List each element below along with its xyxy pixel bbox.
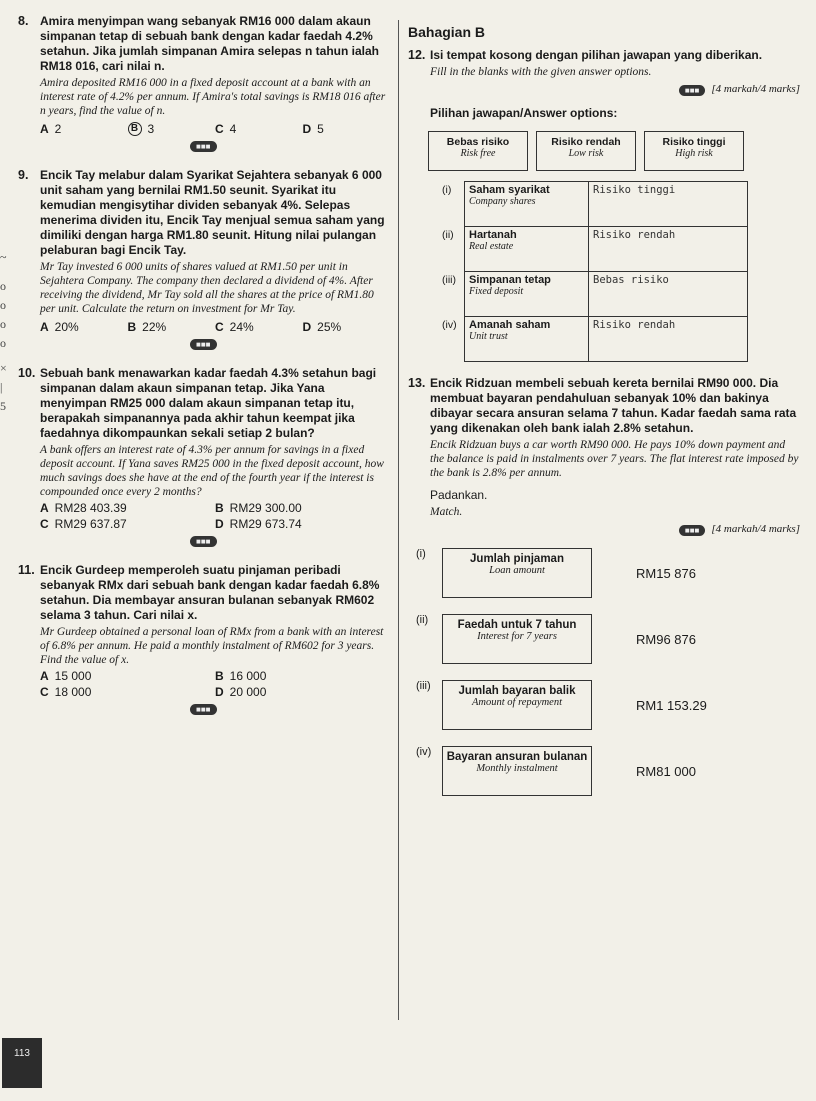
- section-title: Bahagian B: [408, 24, 486, 40]
- table-row: [438, 317, 748, 362]
- match-value[interactable]: RM81 000: [636, 763, 696, 779]
- option-label: D: [302, 122, 312, 136]
- item-ms: Jumlah pinjaman: [470, 553, 564, 565]
- list-item: [416, 746, 800, 796]
- margin-note: ×: [0, 361, 7, 375]
- question-text-ms: Encik Ridzuan membeli sebuah kereta bernilai RM90 000. Dia membuat bayaran pendahuluan sebanyak 10% dan bakinya dibayar secara ansuran selama 7 tahun. Kadar faedah sama rata yang dikenakan oleh bank ialah 2.8% setahun.: [430, 376, 797, 435]
- marks-line: [430, 81, 800, 96]
- risk-table: [438, 181, 748, 362]
- option-en: Risk free: [460, 148, 496, 159]
- option-label: A: [40, 501, 49, 515]
- level-badge: ■■■: [190, 141, 217, 152]
- item-en: Interest for 7 years: [477, 631, 557, 642]
- item-en: Fixed deposit: [469, 286, 524, 297]
- row-item: [465, 227, 589, 272]
- margin-note: o: [0, 317, 6, 331]
- column-divider: [398, 20, 399, 1020]
- option-label: B: [215, 501, 224, 515]
- answer-option-high-risk[interactable]: [644, 131, 744, 171]
- row-number: (i): [442, 183, 452, 196]
- answer-field[interactable]: Risiko tinggi: [589, 182, 748, 227]
- question-number: 13.: [408, 376, 426, 390]
- question-number: 10.: [18, 366, 36, 380]
- question-10: [18, 366, 390, 549]
- option-label: D: [215, 685, 224, 699]
- item-en: Real estate: [469, 241, 514, 252]
- marks: [4 markah/4 marks]: [711, 522, 800, 535]
- answer-option-risk-free[interactable]: [428, 131, 528, 171]
- row-item: [465, 272, 589, 317]
- match-item-box[interactable]: [442, 680, 592, 730]
- level-badge: ■■■: [679, 525, 706, 536]
- margin-note: o: [0, 298, 6, 312]
- question-text-en: Amira deposited RM16 000 in a fixed deposit account at a bank with an interest rate of 4.2% per annum. If Amira's total savings is RM18 016 after n years, find the value of n.: [40, 77, 386, 117]
- match-item-box[interactable]: [442, 548, 592, 598]
- question-12: [408, 48, 800, 362]
- row-item: [465, 317, 589, 362]
- option-a[interactable]: [40, 669, 215, 683]
- question-number: 8.: [18, 14, 29, 28]
- margin-note: ~: [0, 250, 7, 264]
- row-number: (iv): [442, 318, 457, 331]
- marks: [4 markah/4 marks]: [711, 82, 800, 95]
- row-item: [465, 182, 589, 227]
- option-text: 22%: [142, 320, 167, 334]
- match-value[interactable]: RM15 876: [636, 565, 696, 581]
- list-item: [416, 680, 800, 730]
- row-number: (iv): [416, 746, 432, 758]
- row-number: (ii): [416, 614, 429, 626]
- option-a[interactable]: [40, 320, 128, 334]
- question-number: 11.: [18, 563, 35, 577]
- option-text: 2: [54, 122, 62, 136]
- question-8: [18, 14, 390, 154]
- option-ms: Risiko tinggi: [662, 136, 726, 148]
- level-badge: ■■■: [190, 339, 217, 350]
- answer-options: [40, 320, 390, 334]
- item-ms: Saham syarikat: [469, 184, 550, 196]
- match-value[interactable]: RM96 876: [636, 631, 696, 647]
- answer-options: [40, 669, 390, 699]
- answer-options: [40, 501, 390, 531]
- option-b[interactable]: [215, 501, 390, 515]
- question-text-en: Fill in the blanks with the given answer options.: [430, 66, 652, 78]
- row-number: (iii): [442, 273, 456, 286]
- question-text-ms: Isi tempat kosong dengan pilihan jawapan yang diberikan.: [430, 48, 763, 62]
- item-en: Amount of repayment: [471, 697, 562, 708]
- item-en: Company shares: [469, 196, 536, 207]
- option-a[interactable]: [40, 501, 215, 515]
- option-text: 20 000: [229, 685, 267, 699]
- option-d[interactable]: [303, 320, 391, 334]
- option-label: D: [302, 320, 312, 334]
- option-text: RM29 673.74: [229, 517, 302, 531]
- option-b[interactable]: [128, 122, 216, 136]
- option-d[interactable]: [303, 122, 391, 136]
- answer-options-boxes: [428, 131, 800, 171]
- list-item: [416, 614, 800, 664]
- option-text: 20%: [54, 320, 79, 334]
- item-ms: Bayaran ansuran bulanan: [446, 751, 588, 763]
- option-a[interactable]: [40, 122, 128, 136]
- option-en: Low risk: [568, 148, 604, 159]
- question-text-ms: Encik Gurdeep memperoleh suatu pinjaman peribadi sebanyak RMx dari sebuah bank dengan kadar faedah 6.8% setahun. Dia membayar ansuran bulanan sebanyak RM602 selama 3 tahun. Cari nilai x.: [40, 563, 380, 622]
- option-label: C: [215, 122, 224, 136]
- margin-note: 5: [0, 399, 6, 413]
- option-label: B: [215, 669, 224, 683]
- margin-note: o: [0, 279, 6, 293]
- question-13: [408, 376, 800, 796]
- matching-rows: [416, 548, 800, 796]
- level-badge: ■■■: [679, 85, 706, 96]
- option-text: 5: [317, 122, 324, 136]
- item-en: Unit trust: [469, 331, 508, 342]
- answer-field[interactable]: Risiko rendah: [589, 317, 748, 362]
- question-text-ms: Sebuah bank menawarkan kadar faedah 4.3% setahun bagi simpanan dalam akaun simpanan tetap. Jika Yana menyimpan RM25 000 dalam akaun simpanan tetap itu, berapakah simpanannya pada akhir tahun keempat jika faedahnya dikompaunkan sekali setiap 2 bulan?: [40, 366, 377, 440]
- option-label: B: [128, 122, 142, 136]
- item-en: Monthly instalment: [476, 763, 558, 774]
- options-heading: Pilihan jawapan/Answer options:: [430, 106, 618, 120]
- option-c[interactable]: [215, 122, 303, 136]
- item-ms: Hartanah: [469, 229, 517, 241]
- level-badge: ■■■: [190, 704, 217, 715]
- question-text-en: Mr Gurdeep obtained a personal loan of RMx from a bank with an interest of 6.8% per annum. He paid a monthly instalment of RM602 for 3 years. Find the value of x.: [40, 626, 384, 666]
- option-c[interactable]: [40, 685, 215, 699]
- option-label: A: [40, 669, 49, 683]
- question-text-ms: Encik Tay melabur dalam Syarikat Sejahtera sebanyak 6 000 unit saham yang bernilai RM1.50 seunit. Syarikat itu kemudian mengisytihar dividen sebanyak 4%. Selepas menerima dividen itu, Encik Tay menjual semua saham yang dimiliki dengan harga RM1.80 seunit. Hitung nilai pulangan pelaburan bagi Encik Tay.: [40, 168, 385, 257]
- margin-notes: [0, 250, 16, 414]
- option-d[interactable]: [215, 517, 390, 531]
- answer-field[interactable]: Bebas risiko: [589, 272, 748, 317]
- option-label: A: [40, 122, 49, 136]
- question-text-ms: Amira menyimpan wang sebanyak RM16 000 dalam akaun simpanan tetap di sebuah bank dengan kadar faedah 4.2% setahun. Jika jumlah simpanan Amira selepas n tahun ialah RM18 016, cari nilai n.: [40, 14, 379, 73]
- option-text: 16 000: [229, 669, 267, 683]
- match-instruction-en: Match.: [430, 506, 463, 518]
- option-c[interactable]: [40, 517, 215, 531]
- option-text: 24%: [229, 320, 254, 334]
- question-11: [18, 563, 390, 717]
- level-badge: ■■■: [190, 536, 217, 547]
- option-d[interactable]: [215, 685, 390, 699]
- page-number: 113: [2, 1038, 42, 1088]
- item-ms: Amanah saham: [469, 319, 551, 331]
- question-text-en: Encik Ridzuan buys a car worth RM90 000. He pays 10% down payment and the balance is paid in instalments over 7 years. The flat interest rate imposed by the bank is 2.8% per annum.: [430, 439, 799, 479]
- option-text: 15 000: [54, 669, 92, 683]
- option-en: High risk: [675, 148, 713, 159]
- left-column: [18, 14, 390, 731]
- row-number: (i): [416, 548, 426, 560]
- option-text: RM28 403.39: [54, 501, 127, 515]
- option-text: 25%: [317, 320, 342, 334]
- item-ms: Simpanan tetap: [469, 274, 551, 286]
- option-label: A: [40, 320, 49, 334]
- option-label: C: [40, 685, 49, 699]
- option-b[interactable]: [128, 320, 216, 334]
- match-value[interactable]: RM1 153.29: [636, 697, 707, 713]
- option-label: C: [40, 517, 49, 531]
- option-ms: Bebas risiko: [446, 136, 510, 148]
- answer-options: [40, 122, 390, 136]
- row-number: (ii): [442, 228, 454, 241]
- marks-line: [430, 521, 800, 536]
- option-text: RM29 637.87: [54, 517, 127, 531]
- margin-note: |: [0, 380, 3, 394]
- match-item-box[interactable]: [442, 746, 592, 796]
- table-row: [438, 272, 748, 317]
- option-text: 3: [147, 122, 155, 136]
- item-ms: Jumlah bayaran balik: [458, 685, 576, 697]
- answer-option-low-risk[interactable]: [536, 131, 636, 171]
- margin-note: o: [0, 336, 6, 350]
- table-row: [438, 227, 748, 272]
- match-item-box[interactable]: [442, 614, 592, 664]
- option-text: 4: [229, 122, 237, 136]
- option-label: C: [215, 320, 224, 334]
- option-label: B: [127, 320, 137, 334]
- option-text: 18 000: [54, 685, 92, 699]
- option-c[interactable]: [215, 320, 303, 334]
- question-text-en: A bank offers an interest rate of 4.3% per annum for savings in a fixed deposit account. If Yana saves RM25 000 in the fixed deposit account, how much savings does she have at the end of the fourth year if the interest is compounded once every 2 months?: [40, 444, 384, 498]
- table-row: [438, 182, 748, 227]
- question-number: 12.: [408, 48, 426, 62]
- option-label: D: [215, 517, 224, 531]
- question-9: [18, 168, 390, 352]
- option-ms: Risiko rendah: [551, 136, 621, 148]
- item-en: Loan amount: [489, 565, 545, 576]
- right-column: [408, 24, 800, 812]
- item-ms: Faedah untuk 7 tahun: [457, 619, 577, 631]
- question-number: 9.: [18, 168, 29, 182]
- question-text-en: Mr Tay invested 6 000 units of shares valued at RM1.50 per unit in Sejahtera Company. The company then declared a dividend of 4%. After receiving the dividend, Mr Tay sold all the shares at the price of RM1.80 per unit. Calculate the return on investment for Mr Tay.: [40, 261, 374, 315]
- option-b[interactable]: [215, 669, 390, 683]
- row-number: (iii): [416, 680, 431, 692]
- answer-field[interactable]: Risiko rendah: [589, 227, 748, 272]
- match-instruction-ms: Padankan.: [430, 488, 488, 502]
- list-item: [416, 548, 800, 598]
- option-text: RM29 300.00: [229, 501, 302, 515]
